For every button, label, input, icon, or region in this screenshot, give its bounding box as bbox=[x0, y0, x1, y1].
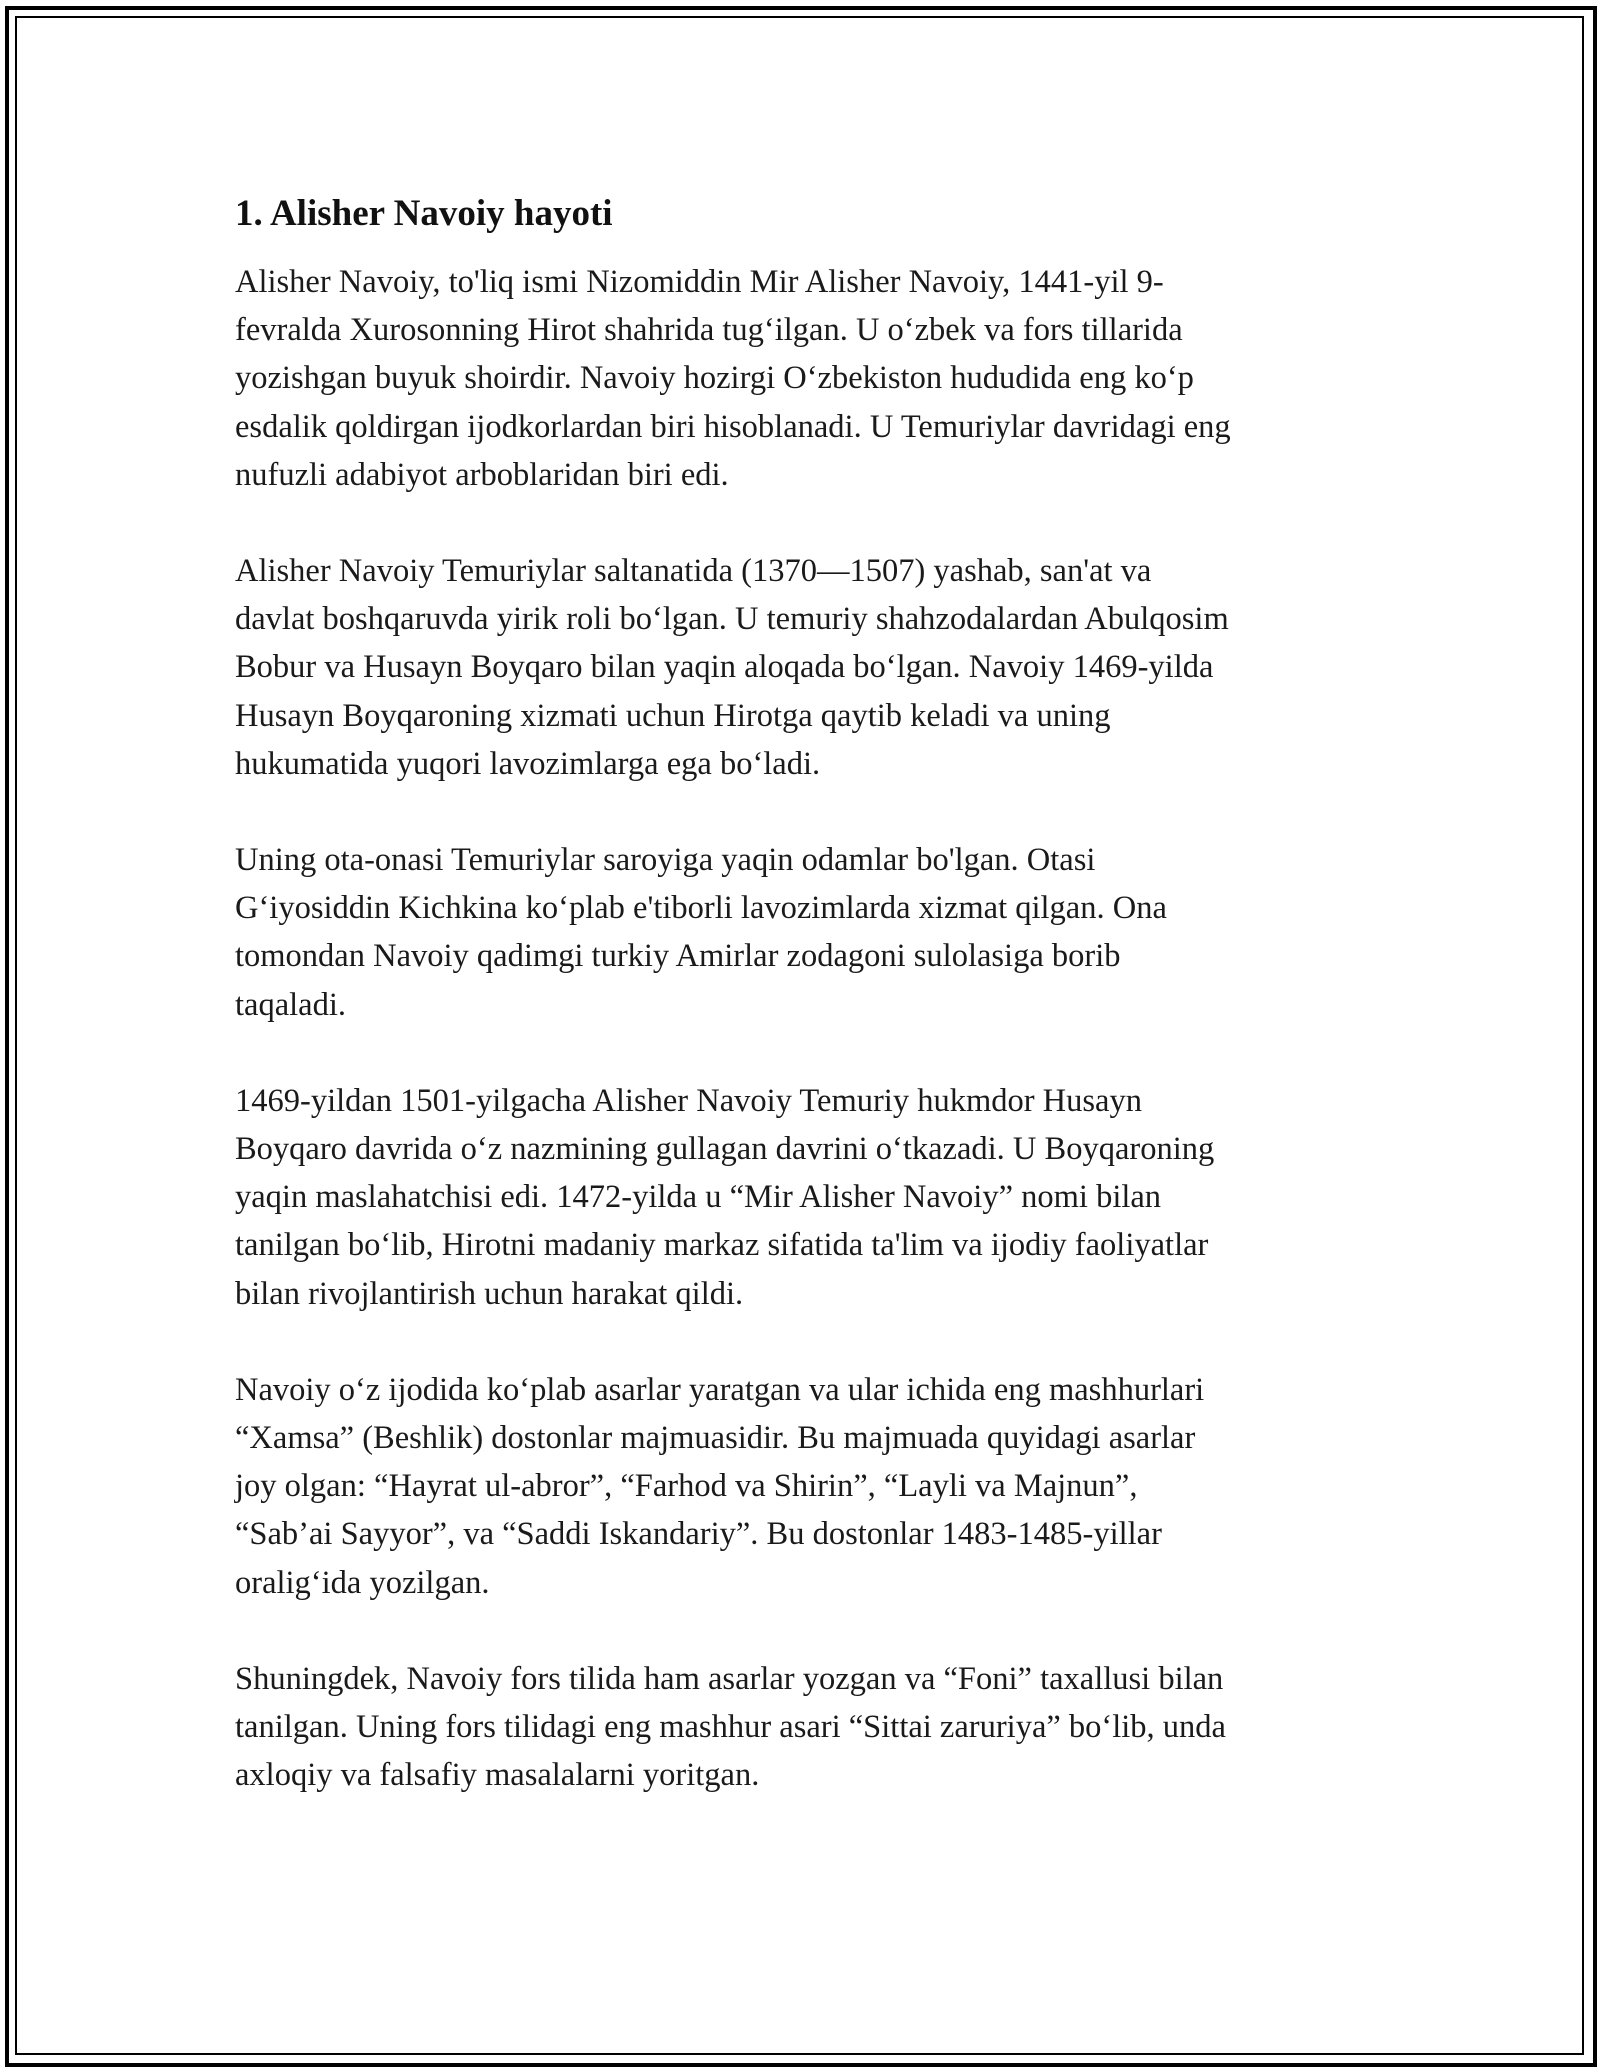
document-body bbox=[235, 190, 1365, 1847]
paragraph-line: fevralda Xurosonning Hirot shahrida tug‘ilgan. U o‘zbek va fors tillarida bbox=[235, 312, 1183, 349]
paragraph-line: tanilgan. Uning fors tilidagi eng mashhur asari “Sittai zaruriya” bo‘lib, unda bbox=[235, 1709, 1226, 1746]
paragraph bbox=[235, 836, 1365, 1029]
paragraph-line: yozishgan buyuk shoirdir. Navoiy hozirgi O‘zbekiston hududida eng ko‘p bbox=[235, 360, 1194, 397]
paragraph-line: Shuningdek, Navoiy fors tilida ham asarlar yozgan va “Foni” taxallusi bilan bbox=[235, 1660, 1224, 1697]
paragraph-line: yaqin maslahatchisi edi. 1472-yilda u “Mir Alisher Navoiy” nomi bilan bbox=[235, 1179, 1162, 1216]
paragraph-line: Uning ota-onasi Temuriylar saroyiga yaqin odamlar bo'lgan. Otasi bbox=[235, 842, 1096, 879]
paragraph-line: hukumatida yuqori lavozimlarga ega bo‘ladi. bbox=[235, 745, 821, 782]
paragraph-line: G‘iyosiddin Kichkina ko‘plab e'tiborli lavozimlarda xizmat qilgan. Ona bbox=[235, 890, 1167, 927]
paragraph-list bbox=[235, 258, 1365, 1799]
paragraph-line: davlat boshqaruvda yirik roli bo‘lgan. U temuriy shahzodalardan Abulqosim bbox=[235, 601, 1229, 638]
paragraph-line: tomondan Navoiy qadimgi turkiy Amirlar zodagoni sulolasiga borib bbox=[235, 938, 1121, 975]
paragraph-line: tanilgan bo‘lib, Hirotni madaniy markaz sifatida ta'lim va ijodiy faoliyatlar bbox=[235, 1227, 1209, 1264]
paragraph bbox=[235, 258, 1365, 499]
paragraph bbox=[235, 1366, 1365, 1607]
paragraph bbox=[235, 1077, 1365, 1318]
paragraph-line: nufuzli adabiyot arboblaridan biri edi. bbox=[235, 456, 729, 493]
paragraph-line: Boyqaro davrida o‘z nazmining gullagan davrini o‘tkazadi. U Boyqaroning bbox=[235, 1131, 1215, 1168]
paragraph-line: “Sab’ai Sayyor”, va “Saddi Iskandariy”. Bu dostonlar 1483-1485-yillar bbox=[235, 1516, 1162, 1553]
paragraph-line: Bobur va Husayn Boyqaro bilan yaqin aloqada bo‘lgan. Navoiy 1469-yilda bbox=[235, 649, 1214, 686]
paragraph-line: joy olgan: “Hayrat ul-abror”, “Farhod va Shirin”, “Layli va Majnun”, bbox=[235, 1468, 1138, 1505]
section-heading: 1. Alisher Navoiy hayoti bbox=[235, 193, 613, 234]
paragraph-line: bilan rivojlantirish uchun harakat qildi. bbox=[235, 1275, 744, 1312]
paragraph-line: taqaladi. bbox=[235, 986, 346, 1023]
paragraph-line: Navoiy o‘z ijodida ko‘plab asarlar yaratgan va ular ichida eng mashhurlari bbox=[235, 1371, 1205, 1408]
paragraph-line: esdalik qoldirgan ijodkorlardan biri hisoblanadi. U Temuriylar davridagi eng bbox=[235, 408, 1231, 445]
paragraph-line: axloqiy va falsafiy masalalarni yoritgan. bbox=[235, 1757, 760, 1794]
paragraph bbox=[235, 547, 1365, 788]
paragraph-line: Husayn Boyqaroning xizmati uchun Hirotga qaytib keladi va uning bbox=[235, 697, 1111, 734]
paragraph-line: Alisher Navoiy, to'liq ismi Nizomiddin Mir Alisher Navoiy, 1441-yil 9- bbox=[235, 264, 1164, 300]
paragraph bbox=[235, 1655, 1365, 1800]
paragraph-line: Alisher Navoiy Temuriylar saltanatida (1370—1507) yashab, san'at va bbox=[235, 553, 1152, 590]
paragraph-line: “Xamsa” (Beshlik) dostonlar majmuasidir. Bu majmuada quyidagi asarlar bbox=[235, 1420, 1196, 1457]
paragraph-line: 1469-yildan 1501-yilgacha Alisher Navoiy Temuriy hukmdor Husayn bbox=[235, 1082, 1142, 1119]
paragraph-line: oralig‘ida yozilgan. bbox=[235, 1564, 490, 1601]
